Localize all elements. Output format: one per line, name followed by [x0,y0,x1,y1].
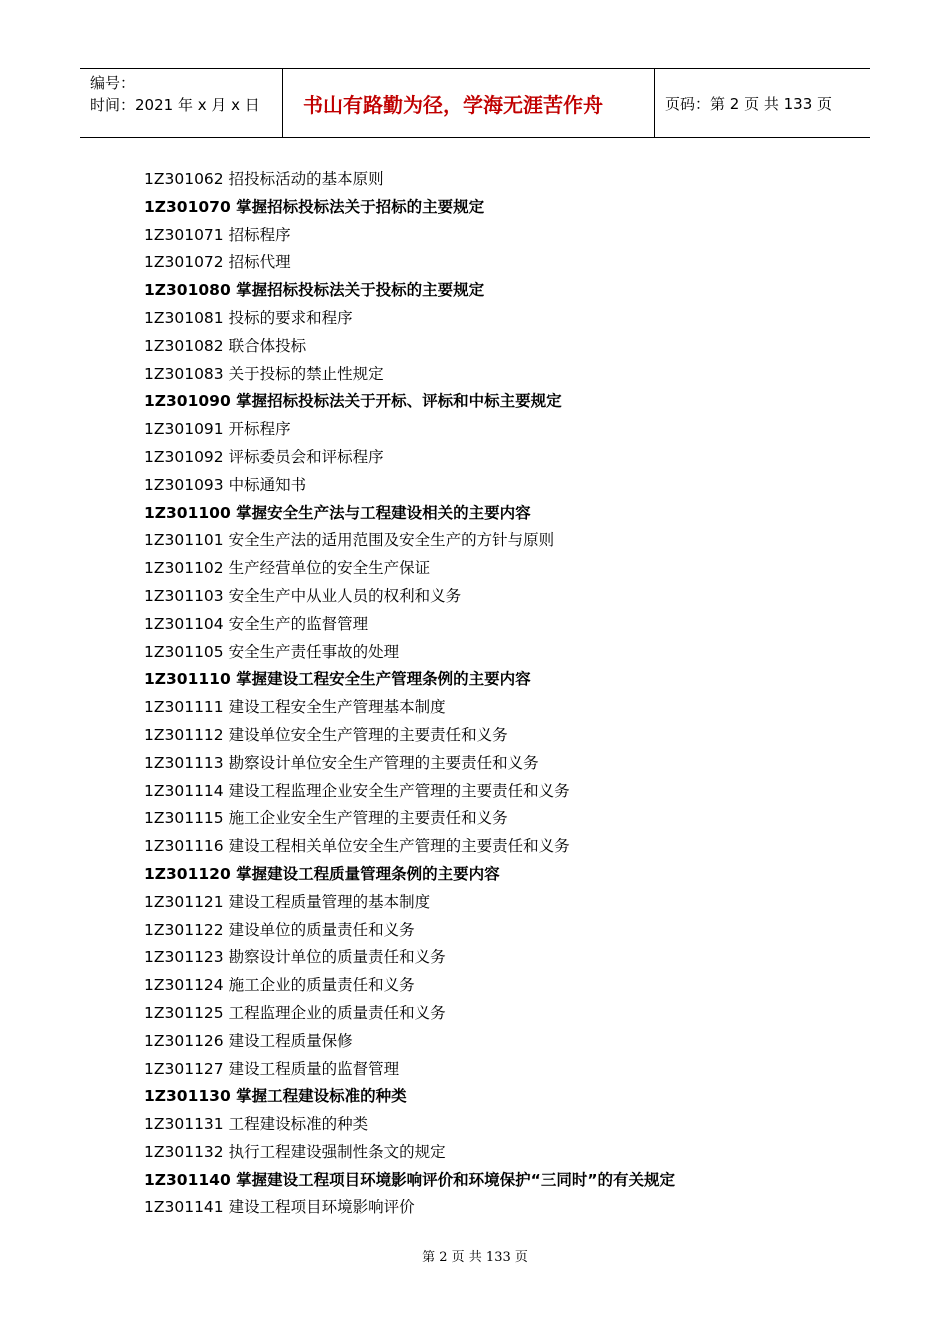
item-text: 评标委员会和评标程序 [228,447,384,466]
list-item [144,555,675,583]
item-text: 掌握安全生产法与工程建设相关的主要内容 [236,503,531,522]
item-text: 招投标活动的基本原则 [228,170,384,188]
item-text: 建设单位安全生产管理的主要责任和义务 [228,725,508,744]
item-code: 1Z301104 [144,614,224,633]
item-text: 掌握工程建设标准的种类 [236,1087,407,1106]
item-text: 安全生产法的适用范围及安全生产的方针与原则 [228,531,555,550]
item-code: 1Z301101 [144,531,224,550]
item-text: 安全生产的监督管理 [228,614,369,633]
list-item [144,889,675,917]
list-item [144,583,675,611]
item-code: 1Z301116 [144,837,224,856]
item-code: 1Z301090 [144,392,231,411]
item-code: 1Z301103 [144,586,224,605]
date-label: 时间：2021 年 x 月 x 日 [90,96,260,114]
item-text: 掌握建设工程质量管理条例的主要内容 [236,864,500,883]
list-item [144,222,675,250]
item-text: 建设工程项目环境影响评价 [228,1198,415,1217]
item-code: 1Z301092 [144,447,224,466]
item-text: 生产经营单位的安全生产保证 [228,559,431,578]
header-page-info: 页码：第 2 页 共 133 页 [665,94,833,113]
section-heading [144,1167,675,1195]
list-item [144,722,675,750]
section-heading [144,277,675,305]
header-meta [80,69,282,137]
item-code: 1Z301082 [144,336,224,355]
section-heading [144,1083,675,1111]
document-header [80,68,870,138]
list-item [144,527,675,555]
list-item [144,750,675,778]
list-item [144,333,675,361]
item-code: 1Z301112 [144,725,224,744]
item-code: 1Z301120 [144,864,231,883]
section-heading [144,388,675,416]
item-text: 掌握建设工程项目环境影响评价和环境保护“三同时”的有关规定 [236,1170,676,1189]
item-text: 招标程序 [228,225,291,244]
item-code: 1Z301125 [144,1003,224,1022]
item-code: 1Z301105 [144,642,224,661]
item-text: 招标代理 [228,253,291,272]
header-motto: 书山有路勤为径，学海无涯苦作舟 [282,69,655,137]
item-code: 1Z301123 [144,948,224,967]
item-code: 1Z301111 [144,698,224,717]
list-item [144,805,675,833]
item-text: 勘察设计单位安全生产管理的主要责任和义务 [228,753,539,772]
item-text: 建设工程质量的监督管理 [228,1059,400,1078]
item-text: 安全生产责任事故的处理 [228,642,400,661]
list-item [144,1139,675,1167]
item-code: 1Z301126 [144,1031,224,1050]
item-code: 1Z301080 [144,281,231,300]
item-text: 开标程序 [228,420,291,439]
item-code: 1Z301140 [144,1170,231,1189]
item-code: 1Z301072 [144,253,224,272]
item-code: 1Z301141 [144,1198,224,1217]
item-text: 工程建设标准的种类 [228,1115,369,1134]
list-item [144,305,675,333]
item-text: 安全生产中从业人员的权利和义务 [228,586,462,605]
list-item [144,1028,675,1056]
page-footer: 第 2 页 共 133 页 [422,1250,528,1265]
item-code: 1Z301121 [144,892,224,911]
item-text: 建设工程质量管理的基本制度 [228,892,431,911]
section-heading [144,861,675,889]
item-code: 1Z301127 [144,1059,224,1078]
item-code: 1Z301071 [144,225,224,244]
list-item [144,1111,675,1139]
item-text: 建设工程安全生产管理基本制度 [228,698,446,717]
item-text: 建设单位的质量责任和义务 [228,920,415,939]
item-code: 1Z301100 [144,503,231,522]
list-item [144,472,675,500]
item-code: 1Z301130 [144,1087,231,1106]
item-code: 1Z301091 [144,420,224,439]
section-heading [144,194,675,222]
item-text: 投标的要求和程序 [228,308,353,327]
item-code: 1Z301093 [144,475,224,494]
number-label: 编号： [90,74,136,92]
item-text: 掌握招标投标法关于开标、评标和中标主要规定 [236,392,562,411]
item-code: 1Z301124 [144,976,224,995]
item-text: 建设工程质量保修 [228,1031,353,1050]
item-code: 1Z301113 [144,753,224,772]
item-code: 1Z301131 [144,1115,224,1134]
list-item [144,917,675,945]
list-item [144,249,675,277]
item-code: 1Z301114 [144,781,224,800]
list-item [144,944,675,972]
section-heading [144,666,675,694]
list-item [144,416,675,444]
item-text: 建设工程监理企业安全生产管理的主要责任和义务 [228,781,570,800]
item-text: 中标通知书 [228,475,307,494]
list-item [144,1194,675,1222]
item-code: 1Z301110 [144,670,231,689]
item-text: 掌握招标投标法关于招标的主要规定 [236,197,485,216]
list-item [144,694,675,722]
list-item [144,639,675,667]
list-item [144,1056,675,1084]
section-heading [144,500,675,528]
item-code: 1Z301102 [144,559,224,578]
item-text: 联合体投标 [228,336,307,355]
item-code: 1Z301062 [144,170,224,188]
item-code: 1Z301132 [144,1142,224,1161]
list-item [144,778,675,806]
item-code: 1Z301083 [144,364,224,383]
item-text: 勘察设计单位的质量责任和义务 [228,948,446,967]
list-item [144,361,675,389]
item-code: 1Z301070 [144,197,231,216]
item-code: 1Z301122 [144,920,224,939]
item-code: 1Z301115 [144,809,224,828]
list-item [144,972,675,1000]
list-item [144,444,675,472]
item-text: 施工企业的质量责任和义务 [228,976,415,995]
list-item [144,611,675,639]
item-text: 施工企业安全生产管理的主要责任和义务 [228,809,508,828]
outline-list [144,166,675,1222]
item-code: 1Z301081 [144,308,224,327]
list-item [144,1000,675,1028]
item-text: 执行工程建设强制性条文的规定 [228,1142,446,1161]
item-text: 建设工程相关单位安全生产管理的主要责任和义务 [228,837,570,856]
item-text: 工程监理企业的质量责任和义务 [228,1003,446,1022]
item-text: 关于投标的禁止性规定 [228,364,384,383]
list-item [144,166,675,194]
item-text: 掌握招标投标法关于投标的主要规定 [236,281,485,300]
list-item [144,833,675,861]
item-text: 掌握建设工程安全生产管理条例的主要内容 [236,670,531,689]
